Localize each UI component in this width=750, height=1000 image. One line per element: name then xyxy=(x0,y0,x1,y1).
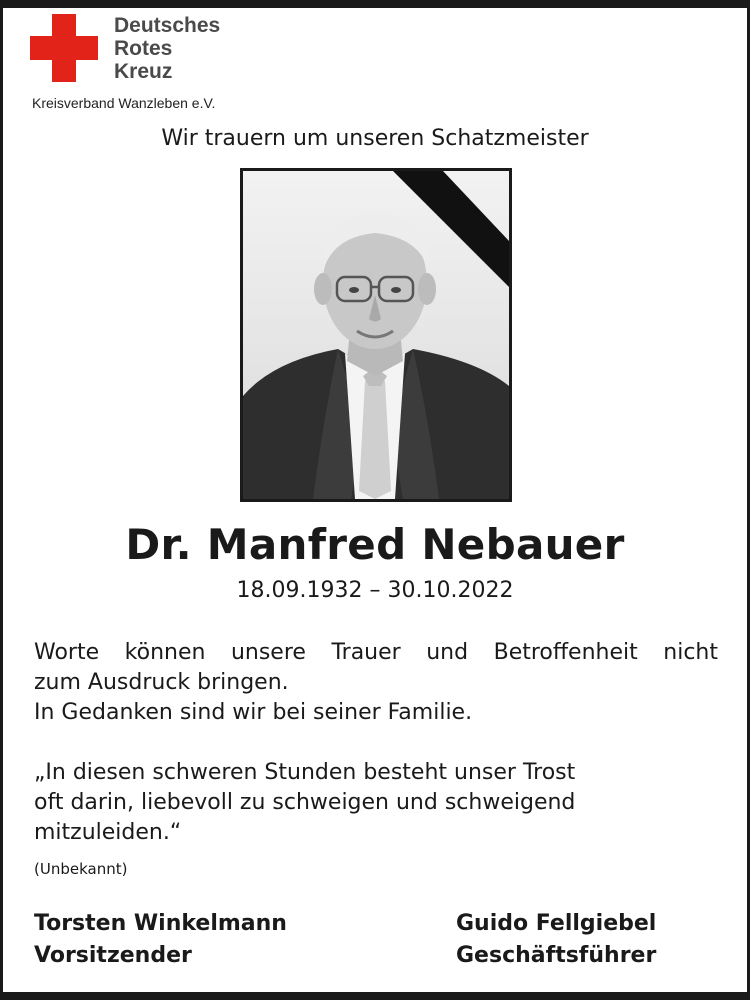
signatory-role: Geschäftsführer xyxy=(456,943,657,968)
signature-left xyxy=(34,908,287,972)
logo-line-3: Kreuz xyxy=(114,60,173,83)
portrait-illustration xyxy=(243,171,509,499)
word: und xyxy=(426,640,469,665)
logo-line-2: Rotes xyxy=(114,37,173,60)
condolence-line-2: zum Ausdruck bringen. xyxy=(34,670,289,695)
quote-line-3: mitzuleiden.“ xyxy=(34,820,182,845)
signatory-name: Guido Fellgiebel xyxy=(456,911,657,936)
word: unsere xyxy=(230,640,306,665)
word: nicht xyxy=(663,640,718,665)
word: Trauer xyxy=(331,640,401,665)
word: können xyxy=(124,640,206,665)
condolence-paragraph xyxy=(34,638,718,728)
drk-logo xyxy=(30,14,290,94)
deceased-name: Dr. Manfred Nebauer xyxy=(125,520,625,569)
word: Worte xyxy=(34,640,100,665)
quote-paragraph xyxy=(34,758,718,848)
mourning-heading: Wir trauern um unseren Schatzmeister xyxy=(161,126,589,151)
portrait-photo xyxy=(240,168,512,502)
border-bottom xyxy=(0,992,750,1000)
word: Betroffenheit xyxy=(493,640,638,665)
quote-source: (Unbekannt) xyxy=(34,860,128,878)
border-top xyxy=(0,0,750,8)
logo-wordmark xyxy=(114,14,220,83)
quote-line-1: „In diesen schweren Stunden besteht unser Trost xyxy=(34,760,576,785)
quote-line-2: oft darin, liebevoll zu schweigen und schweigend xyxy=(34,790,576,815)
signatory-name: Torsten Winkelmann xyxy=(34,911,287,936)
signatory-role: Vorsitzender xyxy=(34,943,192,968)
life-dates: 18.09.1932 – 30.10.2022 xyxy=(236,578,514,603)
condolence-line-3: In Gedanken sind wir bei seiner Familie. xyxy=(34,700,473,725)
logo-line-1: Deutsches xyxy=(114,14,221,37)
red-cross-icon xyxy=(30,14,98,82)
chapter-name: Kreisverband Wanzleben e.V. xyxy=(32,95,216,111)
signature-right xyxy=(456,908,656,972)
condolence-line-1 xyxy=(34,638,718,668)
